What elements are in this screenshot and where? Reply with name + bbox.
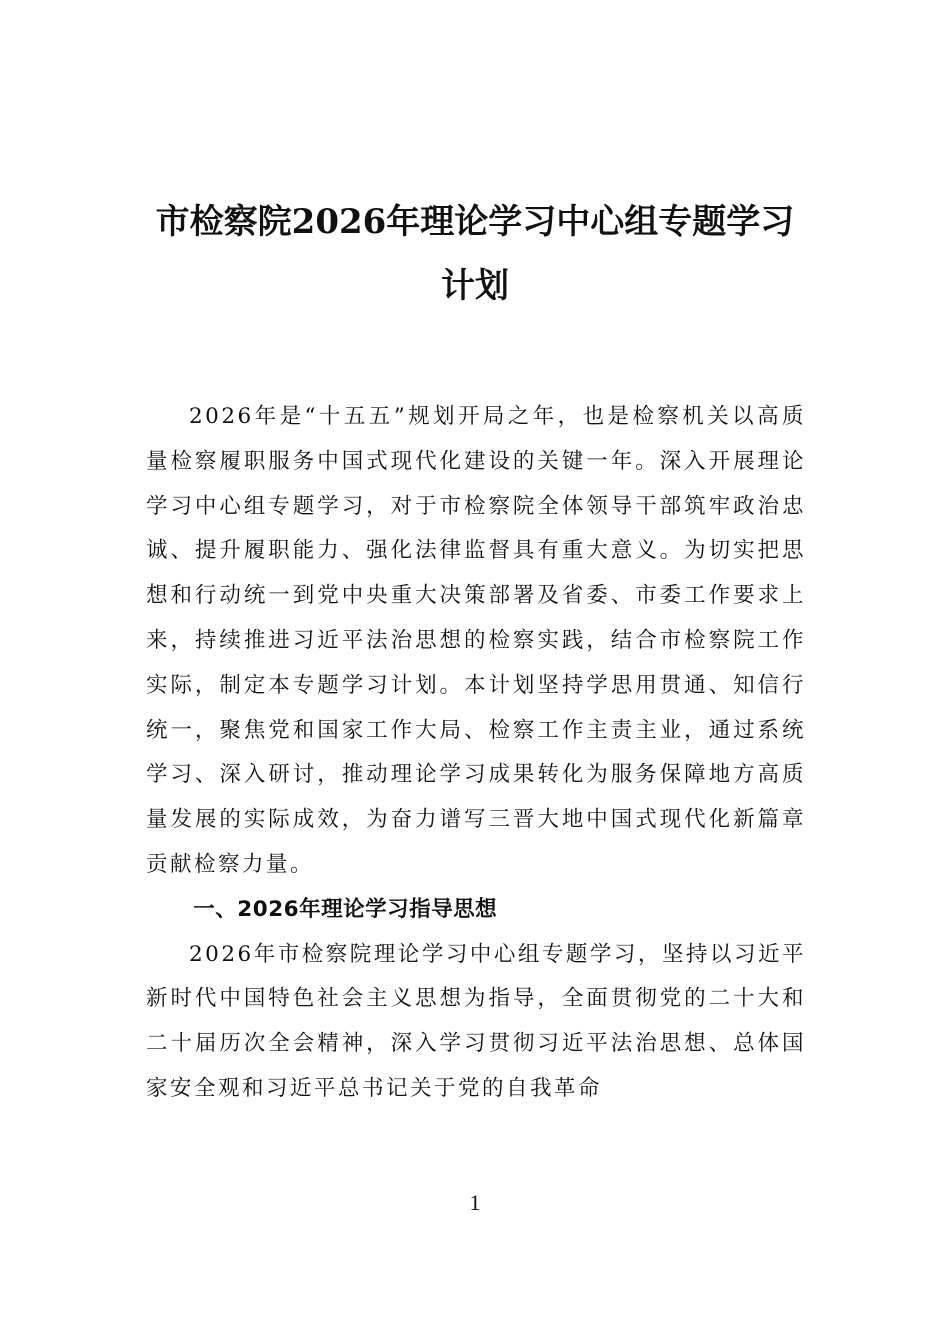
section-heading: 一、2026年理论学习指导思想 (193, 896, 498, 922)
title-line-1: 市检察院2026年理论学习中心组专题学习 (155, 202, 795, 242)
intro-paragraph: 2026年是“十五五”规划开局之年，也是检察机关以高质量检察履职服务中国式现代化建设的关键一年。深入开展理论学习中心组专题学习，对于市检察院全体领导干部筑牢政治忠诚、提升履职能力、强化法律监督具有重大意义。为切实把思想和行动统一到党中央重大决策部署及省委、市委工作要求上来，持续推进习近平法治思想的检察实践，结合市检察院工作实际，制定本专题学习计划。本计划坚持学思用贯通、知信行统一，聚焦党和国家工作大局、检察工作主责主业，通过系统学习、深入研讨，推动理论学习成果转化为服务保障地方高质量发展的实际成效，为奋力谱写三晋大地中国式现代化新篇章贡献检察力量。 (146, 404, 806, 877)
title-line-2: 计划 (441, 266, 509, 306)
document-body (146, 395, 806, 1112)
document-title (130, 190, 820, 318)
section-paragraph: 2026年市检察院理论学习中心组专题学习，坚持以习近平新时代中国特色社会主义思想为指导，全面贯彻党的二十大和二十届历次全会精神，深入学习贯彻习近平法治思想、总体国家安全观和习近平总书记关于党的自我革命 (146, 941, 806, 1101)
page-number: 1 (469, 1190, 481, 1215)
